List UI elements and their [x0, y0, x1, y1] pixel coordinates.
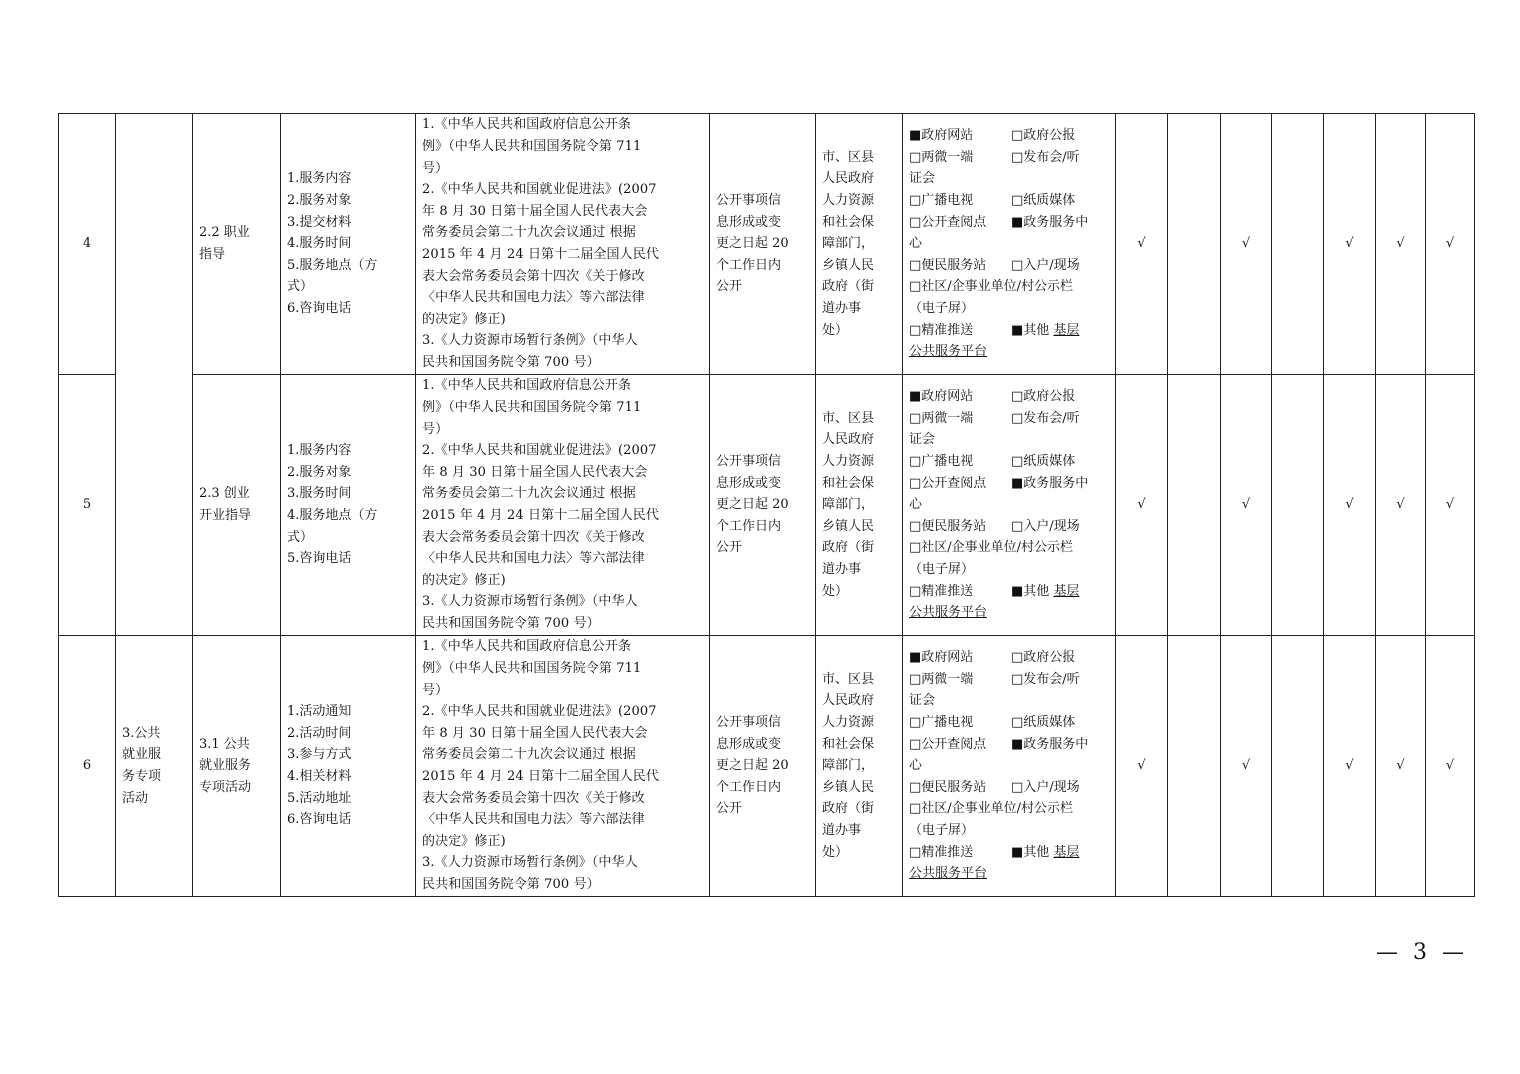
channel-option-other: [1011, 320, 1109, 342]
channel-option: □精准推送: [909, 322, 974, 338]
text-line: 政府（街: [822, 540, 875, 556]
table-row: [59, 375, 1475, 636]
text-line: 专项活动: [199, 779, 252, 795]
channel-option: 证会: [909, 171, 936, 187]
category-cell: [116, 636, 193, 897]
text-line: 1.《中华人民共和国政府信息公开条: [422, 378, 632, 394]
text-line: 式）: [287, 279, 314, 295]
channel-option: □社区/企事业单位/村公示栏: [909, 540, 1074, 556]
channel-option: □政府公报: [1011, 650, 1076, 666]
text-line: 常务委员会第二十九次会议通过 根据: [422, 486, 636, 502]
text-line: 更之日起 20: [716, 236, 789, 252]
tick-cell: [1272, 636, 1324, 897]
tick-cell: √: [1426, 375, 1475, 636]
channel-option-other: [1011, 842, 1109, 864]
text-line: 〈中华人民共和国电力法〉等六部法律: [422, 551, 645, 567]
channels-cell: [903, 114, 1116, 375]
text-line: 政府（街: [822, 279, 875, 295]
channel-option: □发布会/听: [1011, 671, 1080, 687]
text-line: 乡镇人民: [822, 779, 875, 795]
channel-option: ■其他: [1011, 583, 1054, 599]
page-number: — 3 —: [1376, 940, 1468, 965]
text-line: 5.活动地址: [287, 790, 352, 806]
text-line: 常务委员会第二十九次会议通过 根据: [422, 225, 636, 241]
row-number: 6: [59, 636, 116, 897]
text-line: 道办事: [822, 300, 862, 316]
text-line: 处）: [822, 844, 849, 860]
tick-cell: √: [1426, 636, 1475, 897]
text-line: 更之日起 20: [716, 758, 789, 774]
content-cell: [281, 114, 416, 375]
channel-option: □发布会/听: [1011, 410, 1080, 426]
text-line: 民共和国国务院令第 700 号）: [422, 615, 600, 631]
text-line: 民共和国国务院令第 700 号）: [422, 354, 600, 370]
text-line: 个工作日内: [716, 257, 782, 273]
channels-cell: [903, 636, 1116, 897]
text-line: 2.《中华人民共和国就业促进法》(2007: [422, 704, 657, 720]
text-line: 民共和国国务院令第 700 号）: [422, 876, 600, 892]
channel-option: 心: [909, 758, 923, 774]
channel-option: （电子屏）: [909, 300, 975, 316]
text-line: 常务委员会第二十九次会议通过 根据: [422, 747, 636, 763]
text-line: 乡镇人民: [822, 257, 875, 273]
timing-cell: [710, 375, 816, 636]
text-line: 号）: [422, 682, 449, 698]
subject-cell: [816, 114, 903, 375]
channel-option: 心: [909, 497, 923, 513]
content-cell: [281, 375, 416, 636]
text-line: 人民政府: [822, 171, 875, 187]
channel-option: （电子屏）: [909, 822, 975, 838]
text-line: 表大会常务委员会第十四次《关于修改: [422, 529, 645, 545]
text-line: 2.服务对象: [287, 464, 352, 480]
channel-option: 基层: [1053, 583, 1080, 599]
text-line: 1.《中华人民共和国政府信息公开条: [422, 117, 632, 133]
channel-option: □公开查阅点: [909, 736, 987, 752]
tick-cell: √: [1324, 375, 1376, 636]
channel-option: □纸质媒体: [1011, 454, 1076, 470]
text-line: 2015 年 4 月 24 日第十二届全国人民代: [422, 508, 659, 523]
text-line: 3.1 公共: [199, 736, 250, 752]
text-line: 处）: [822, 322, 849, 338]
text-line: 人民政府: [822, 693, 875, 709]
text-line: 就业服务: [199, 758, 252, 774]
channel-list: [909, 647, 1109, 885]
text-line: 就业服: [122, 747, 162, 763]
text-line: 2.2 职业: [199, 225, 250, 241]
basis-cell: [416, 114, 710, 375]
text-line: 人力资源: [822, 193, 875, 209]
channel-list: [909, 125, 1109, 363]
text-line: 个工作日内: [716, 779, 782, 795]
text-line: 息形成或变: [716, 736, 782, 752]
channel-option: □发布会/听: [1011, 149, 1080, 165]
table-row: [59, 636, 1475, 897]
text-line: 3.《人力资源市场暂行条例》（中华人: [422, 333, 638, 349]
text-line: 2.《中华人民共和国就业促进法》(2007: [422, 182, 657, 198]
tick-cell: √: [1116, 375, 1168, 636]
tick-cell: √: [1376, 636, 1426, 897]
channel-option: □便民服务站: [909, 518, 987, 534]
channel-option: ■政府网站: [909, 389, 974, 405]
channel-option: 证会: [909, 693, 936, 709]
channel-option: 基层: [1053, 322, 1080, 338]
text-line: 活动: [122, 790, 149, 806]
channel-option: 心: [909, 236, 923, 252]
text-line: 年 8 月 30 日第十届全国人民代表大会: [422, 725, 648, 741]
tick-cell: [1168, 375, 1221, 636]
basis-cell: [416, 375, 710, 636]
channel-option: □两微一端: [909, 410, 974, 426]
channel-option: □便民服务站: [909, 257, 987, 273]
tick-cell: √: [1221, 114, 1272, 375]
table-row: [59, 114, 1475, 375]
content-cell: [281, 636, 416, 897]
text-line: 年 8 月 30 日第十届全国人民代表大会: [422, 464, 648, 480]
text-line: 〈中华人民共和国电力法〉等六部法律: [422, 290, 645, 306]
channel-option: □入户/现场: [1011, 779, 1080, 795]
channel-list: [909, 386, 1109, 624]
text-line: 3.提交材料: [287, 214, 352, 230]
text-line: 例》（中华人民共和国国务院令第 711: [422, 400, 642, 416]
channel-option: 基层: [1053, 844, 1080, 860]
text-line: 公开: [716, 801, 743, 817]
channel-option: 公共服务平台: [909, 344, 988, 360]
text-line: 2.服务对象: [287, 193, 352, 209]
text-line: 指导: [199, 247, 226, 262]
text-line: 3.《人力资源市场暂行条例》（中华人: [422, 594, 638, 610]
channel-option: □公开查阅点: [909, 475, 987, 491]
channel-option: □社区/企事业单位/村公示栏: [909, 801, 1074, 817]
text-line: 的决定》修正): [422, 572, 506, 588]
tick-cell: √: [1376, 375, 1426, 636]
text-line: 障部门，: [822, 497, 875, 513]
text-line: 3.参与方式: [287, 747, 352, 763]
subject-cell: [816, 375, 903, 636]
text-line: 息形成或变: [716, 475, 782, 491]
channel-option: 公共服务平台: [909, 866, 988, 882]
text-line: 的决定》修正): [422, 833, 506, 849]
text-line: 息形成或变: [716, 214, 782, 230]
text-line: 人民政府: [822, 432, 875, 448]
tick-cell: √: [1221, 636, 1272, 897]
channel-option: ■政务服务中: [1011, 475, 1089, 491]
text-line: 处）: [822, 583, 849, 599]
text-line: 政府（街: [822, 801, 875, 817]
text-line: 2015 年 4 月 24 日第十二届全国人民代: [422, 247, 659, 262]
text-line: 6.咨询电话: [287, 812, 352, 828]
channel-option: □广播电视: [909, 454, 974, 470]
text-line: 4.相关材料: [287, 769, 352, 784]
item-cell: [193, 375, 281, 636]
channel-option: □便民服务站: [909, 779, 987, 795]
tick-cell: √: [1324, 636, 1376, 897]
text-line: 公开事项信: [716, 193, 782, 209]
row-number: 5: [59, 375, 116, 636]
text-line: 4.服务地点（方: [287, 508, 378, 523]
text-line: 人力资源: [822, 715, 875, 731]
text-line: 和社会保: [822, 475, 875, 491]
tick-cell: √: [1324, 114, 1376, 375]
channel-option: ■政府网站: [909, 128, 974, 144]
text-line: 市、区县: [822, 149, 875, 165]
channel-option: 公共服务平台: [909, 605, 988, 621]
text-line: 年 8 月 30 日第十届全国人民代表大会: [422, 203, 648, 219]
channel-option: ■政务服务中: [1011, 214, 1089, 230]
disclosure-table: [58, 113, 1475, 897]
channel-option: ■政府网站: [909, 650, 974, 666]
text-line: 道办事: [822, 561, 862, 577]
text-line: 个工作日内: [716, 518, 782, 534]
text-line: 公开: [716, 279, 743, 295]
timing-cell: [710, 636, 816, 897]
text-line: 障部门，: [822, 758, 875, 774]
text-line: 5.咨询电话: [287, 551, 352, 567]
text-line: 和社会保: [822, 214, 875, 230]
text-line: 1.活动通知: [287, 704, 352, 720]
text-line: 2.3 创业: [199, 486, 250, 502]
text-line: 障部门，: [822, 236, 875, 252]
text-line: 表大会常务委员会第十四次《关于修改: [422, 268, 645, 284]
text-line: 号）: [422, 421, 449, 437]
channel-option: ■其他: [1011, 322, 1054, 338]
channel-option: □纸质媒体: [1011, 193, 1076, 209]
channel-option: □公开查阅点: [909, 214, 987, 230]
tick-cell: √: [1376, 114, 1426, 375]
text-line: 开业指导: [199, 508, 252, 523]
channel-option: □精准推送: [909, 844, 974, 860]
text-line: 1.服务内容: [287, 443, 352, 459]
text-line: 3.公共: [122, 725, 161, 741]
text-line: 〈中华人民共和国电力法〉等六部法律: [422, 812, 645, 828]
category-cell: [116, 114, 193, 636]
subject-cell: [816, 636, 903, 897]
text-line: 例》（中华人民共和国国务院令第 711: [422, 661, 642, 677]
text-line: 市、区县: [822, 410, 875, 426]
row-number: 4: [59, 114, 116, 375]
channel-option: □广播电视: [909, 715, 974, 731]
text-line: 2.《中华人民共和国就业促进法》(2007: [422, 443, 657, 459]
channel-option: □政府公报: [1011, 389, 1076, 405]
text-line: 公开: [716, 540, 743, 556]
text-line: 1.《中华人民共和国政府信息公开条: [422, 639, 632, 655]
text-line: 乡镇人民: [822, 518, 875, 534]
text-line: 式）: [287, 529, 314, 545]
channels-cell: [903, 375, 1116, 636]
text-line: 表大会常务委员会第十四次《关于修改: [422, 790, 645, 806]
tick-cell: [1272, 375, 1324, 636]
text-line: 号）: [422, 160, 449, 176]
timing-cell: [710, 114, 816, 375]
tick-cell: [1168, 114, 1221, 375]
tick-cell: [1168, 636, 1221, 897]
channel-option: □两微一端: [909, 671, 974, 687]
channel-option: ■其他: [1011, 844, 1054, 860]
channel-option: □入户/现场: [1011, 518, 1080, 534]
text-line: 道办事: [822, 822, 862, 838]
channel-option: □政府公报: [1011, 128, 1076, 144]
text-line: 例》（中华人民共和国国务院令第 711: [422, 139, 642, 155]
tick-cell: √: [1426, 114, 1475, 375]
tick-cell: √: [1221, 375, 1272, 636]
channel-option: ■政务服务中: [1011, 736, 1089, 752]
channel-option: □广播电视: [909, 193, 974, 209]
channel-option: □纸质媒体: [1011, 715, 1076, 731]
channel-option-other: [1011, 581, 1109, 603]
text-line: 2.活动时间: [287, 725, 352, 741]
item-cell: [193, 636, 281, 897]
text-line: 3.《人力资源市场暂行条例》（中华人: [422, 855, 638, 871]
text-line: 4.服务时间: [287, 236, 352, 252]
channel-option: □社区/企事业单位/村公示栏: [909, 279, 1074, 295]
channel-option: □入户/现场: [1011, 257, 1080, 273]
text-line: 3.服务时间: [287, 486, 352, 502]
channel-option: □精准推送: [909, 583, 974, 599]
channel-option: （电子屏）: [909, 561, 975, 577]
text-line: 的决定》修正): [422, 311, 506, 327]
text-line: 和社会保: [822, 736, 875, 752]
text-line: 更之日起 20: [716, 497, 789, 513]
channel-option: 证会: [909, 432, 936, 448]
text-line: 6.咨询电话: [287, 300, 352, 316]
text-line: 公开事项信: [716, 454, 782, 470]
text-line: 2015 年 4 月 24 日第十二届全国人民代: [422, 769, 659, 784]
tick-cell: √: [1116, 114, 1168, 375]
text-line: 公开事项信: [716, 715, 782, 731]
text-line: 务专项: [122, 769, 162, 784]
text-line: 市、区县: [822, 671, 875, 687]
basis-cell: [416, 636, 710, 897]
text-line: 1.服务内容: [287, 171, 352, 187]
text-line: 人力资源: [822, 454, 875, 470]
channel-option: □两微一端: [909, 149, 974, 165]
tick-cell: √: [1116, 636, 1168, 897]
tick-cell: [1272, 114, 1324, 375]
item-cell: [193, 114, 281, 375]
text-line: 5.服务地点（方: [287, 257, 378, 273]
